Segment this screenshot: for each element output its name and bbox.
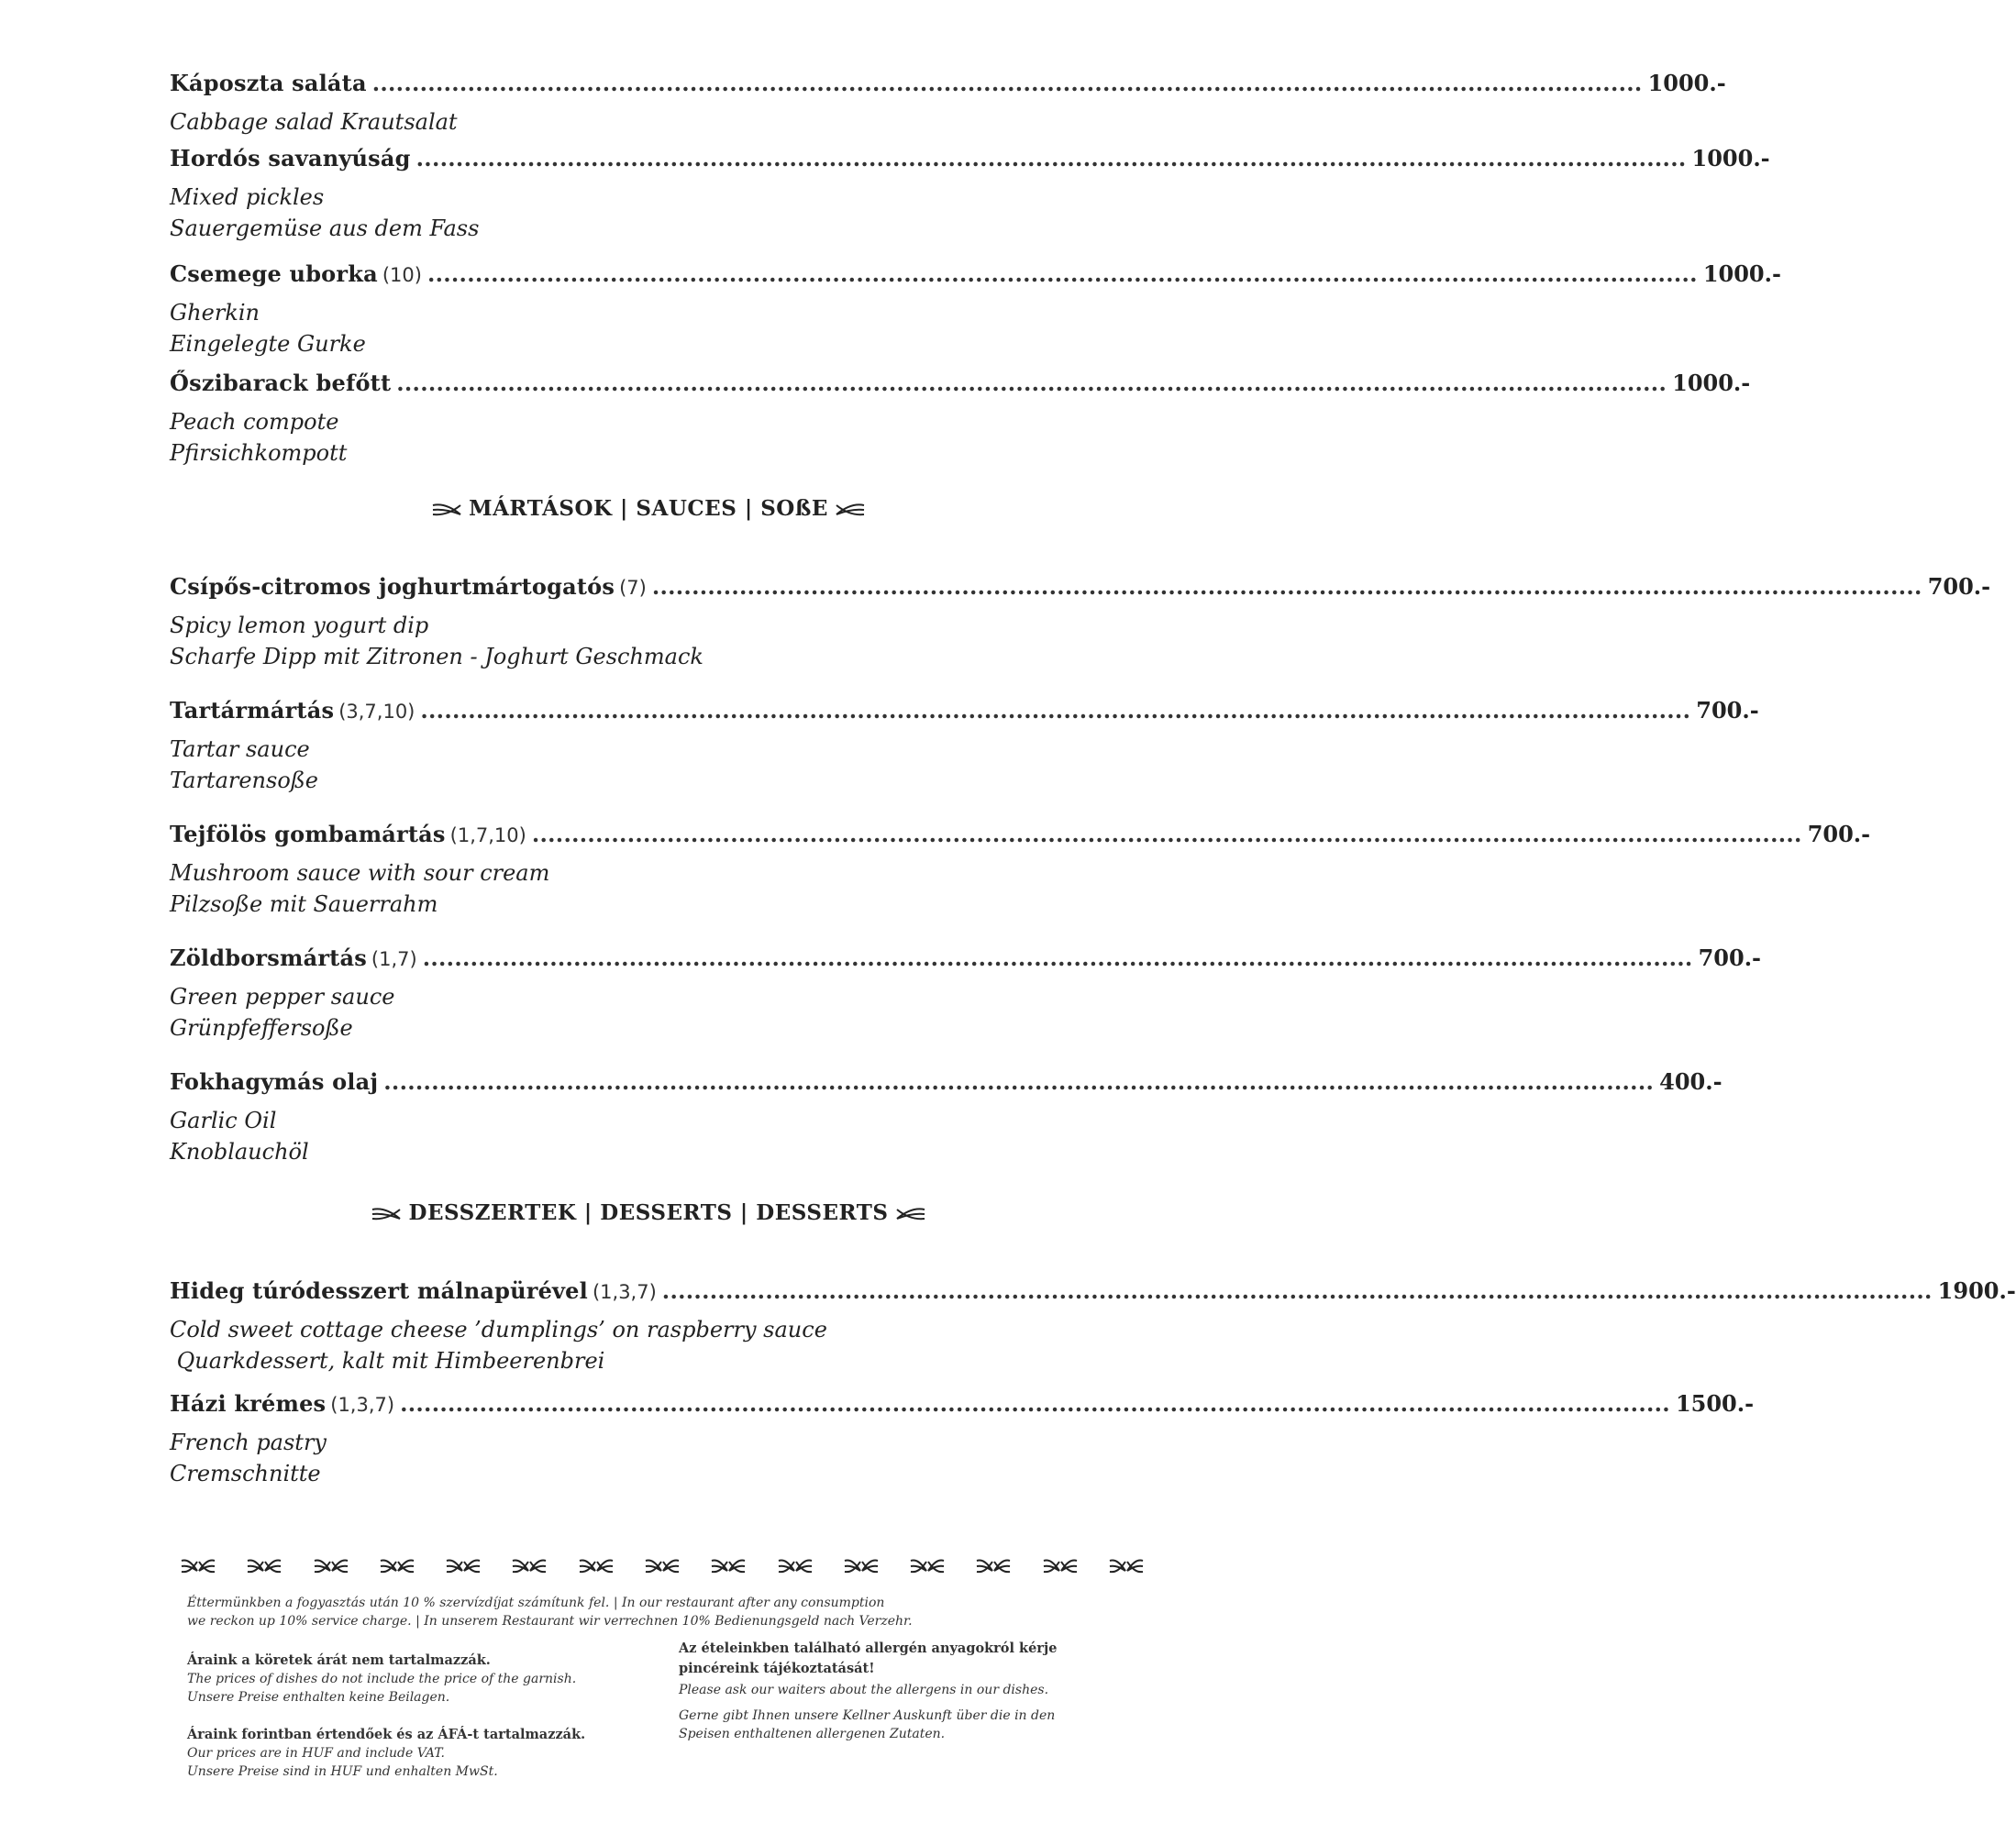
dot-leader: ................................................................................................................................................................: [383, 1068, 1655, 1095]
item-translation: Grünpfeffersoße: [170, 1015, 353, 1041]
garnish-note: Áraink a köretek árát nem tartalmazzák. The prices of dishes do not include the price of the garnish. Unsere Preise enthalten keine Beilagen.: [187, 1652, 577, 1705]
flourish-icon: [181, 1557, 216, 1575]
item-price: 1000.-: [1691, 145, 1770, 171]
item-translation: Sauergemüse aus dem Fass: [170, 215, 480, 241]
item-translation: Mixed pickles: [170, 184, 325, 210]
item-price: 1000.-: [1672, 370, 1751, 396]
menu-item: [170, 1390, 1755, 1489]
flourish-icon: [512, 1557, 547, 1575]
flourish-icon: [371, 1206, 401, 1222]
flourish-icon: [896, 1206, 925, 1222]
item-price: 700.-: [1927, 573, 1991, 600]
ornamental-divider: [181, 1555, 1144, 1577]
flourish-icon: [711, 1557, 746, 1575]
section-title: MÁRTÁSOK | SAUCES | SOßE: [469, 496, 828, 521]
menu-item: [170, 260, 1781, 359]
item-price: 1900.-: [1937, 1277, 2016, 1304]
dot-leader: ................................................................................................................................................................: [415, 145, 1687, 171]
dot-leader: ................................................................................................................................................................: [531, 821, 1802, 847]
flourish-icon: [432, 502, 461, 518]
flourish-icon: [446, 1557, 481, 1575]
item-translation: French pastry: [170, 1430, 327, 1455]
item-name: Tartármártás: [170, 697, 335, 724]
allergen-codes: (3,7,10): [338, 701, 415, 723]
allergen-note: Az ételeinkben található allergén anyagokról kérje pincéreink tájékoztatását! Please ask our waiters about the allergens in our dishes. Gerne gibt Ihnen unsere Kellner Auskunft über die in den Speisen enthaltenen allergenen Zutaten.: [679, 1641, 1058, 1741]
item-price: 700.-: [1696, 697, 1759, 724]
dot-leader: ................................................................................................................................................................: [651, 573, 1922, 600]
item-translation: Cabbage salad Krautsalat: [170, 109, 458, 135]
item-translation: Cremschnitte: [170, 1461, 321, 1486]
menu-item: [170, 1068, 1722, 1167]
item-translation: Eingelegte Gurke: [170, 331, 366, 357]
menu-item: [170, 573, 1991, 672]
item-translation: Pilzsoße mit Sauerrahm: [170, 891, 438, 917]
item-translation: Garlic Oil: [170, 1108, 277, 1133]
menu-item: [170, 945, 1762, 1044]
section-title: DESSZERTEK | DESSERTS | DESSERTS: [408, 1200, 889, 1225]
item-name: Zöldborsmártás: [170, 945, 367, 971]
menu-item: [170, 70, 1726, 138]
dot-leader: ................................................................................................................................................................: [400, 1390, 1670, 1417]
section-heading-desserts: [0, 1200, 1297, 1225]
item-translation: Scharfe Dipp mit Zitronen - Joghurt Geschmack: [170, 644, 703, 669]
item-translation: Gherkin: [170, 300, 260, 326]
item-translation: Spicy lemon yogurt dip: [170, 613, 429, 638]
flourish-icon: [844, 1557, 879, 1575]
flourish-icon: [778, 1557, 813, 1575]
item-price: 1000.-: [1647, 70, 1726, 96]
dot-leader: ................................................................................................................................................................: [426, 260, 1698, 287]
item-name: Házi krémes: [170, 1390, 327, 1417]
flourish-icon: [836, 502, 865, 518]
menu-item: [170, 697, 1759, 796]
item-name: Csemege uborka: [170, 260, 378, 287]
item-name: Őszibarack befőtt: [170, 370, 392, 396]
item-translation: Knoblauchöl: [170, 1139, 309, 1165]
allergen-codes: (1,7,10): [449, 824, 526, 846]
section-heading-sauces: [0, 496, 1297, 521]
item-price: 700.-: [1698, 945, 1762, 971]
item-translation: Quarkdessert, kalt mit Himbeerenbrei: [170, 1348, 605, 1374]
menu-item: [170, 821, 1871, 920]
dot-leader: ................................................................................................................................................................: [420, 697, 1691, 724]
flourish-icon: [910, 1557, 945, 1575]
item-price: 1000.-: [1702, 260, 1781, 287]
allergen-codes: (1,7): [371, 948, 417, 970]
dot-leader: ................................................................................................................................................................: [396, 370, 1667, 396]
item-name: Hordós savanyúság: [170, 145, 411, 171]
menu-item: [170, 1277, 2016, 1376]
item-translation: Peach compote: [170, 409, 339, 435]
allergen-codes: (1,3,7): [330, 1394, 395, 1416]
allergen-codes: (1,3,7): [592, 1281, 657, 1303]
menu-item: [170, 145, 1770, 244]
flourish-icon: [976, 1557, 1011, 1575]
item-translation: Mushroom sauce with sour cream: [170, 860, 550, 886]
item-translation: Tartarensoße: [170, 768, 319, 793]
dot-leader: ................................................................................................................................................................: [422, 945, 1693, 971]
menu-item: [170, 370, 1751, 469]
allergen-codes: (10): [382, 264, 422, 286]
item-translation: Cold sweet cottage cheese ’dumplings’ on raspberry sauce: [170, 1317, 827, 1342]
flourish-icon: [645, 1557, 680, 1575]
vat-note: Áraink forintban értendőek és az ÁFÁ-t tartalmazzák. Our prices are in HUF and include VAT. Unsere Preise sind in HUF und enhalten MwSt.: [187, 1727, 586, 1779]
item-translation: Green pepper sauce: [170, 984, 395, 1010]
dot-leader: ................................................................................................................................................................: [661, 1277, 1933, 1304]
item-name: Káposzta saláta: [170, 70, 367, 96]
dot-leader: ................................................................................................................................................................: [371, 70, 1643, 96]
flourish-icon: [1109, 1557, 1144, 1575]
item-translation: Tartar sauce: [170, 736, 310, 762]
flourish-icon: [380, 1557, 415, 1575]
flourish-icon: [1043, 1557, 1078, 1575]
item-name: Tejfölös gombamártás: [170, 821, 446, 847]
allergen-codes: (7): [619, 577, 647, 599]
item-price: 1500.-: [1675, 1390, 1755, 1417]
item-name: Fokhagymás olaj: [170, 1068, 379, 1095]
item-name: Csípős-citromos joghurtmártogatós: [170, 573, 615, 600]
flourish-icon: [247, 1557, 282, 1575]
item-price: 400.-: [1659, 1068, 1722, 1095]
item-price: 700.-: [1807, 821, 1871, 847]
item-translation: Pfirsichkompott: [170, 440, 348, 466]
flourish-icon: [579, 1557, 614, 1575]
flourish-icon: [314, 1557, 349, 1575]
service-charge-note: Éttermünkben a fogyasztás után 10 % szervízdíjat számítunk fel. | In our restaurant after any consumption we reckon up 10% service charge. | In unserem Restaurant wir verrechnen 10% Bedienungsgeld nach Verzehr.: [187, 1596, 913, 1629]
item-name: Hideg túródesszert málnapürével: [170, 1277, 588, 1304]
